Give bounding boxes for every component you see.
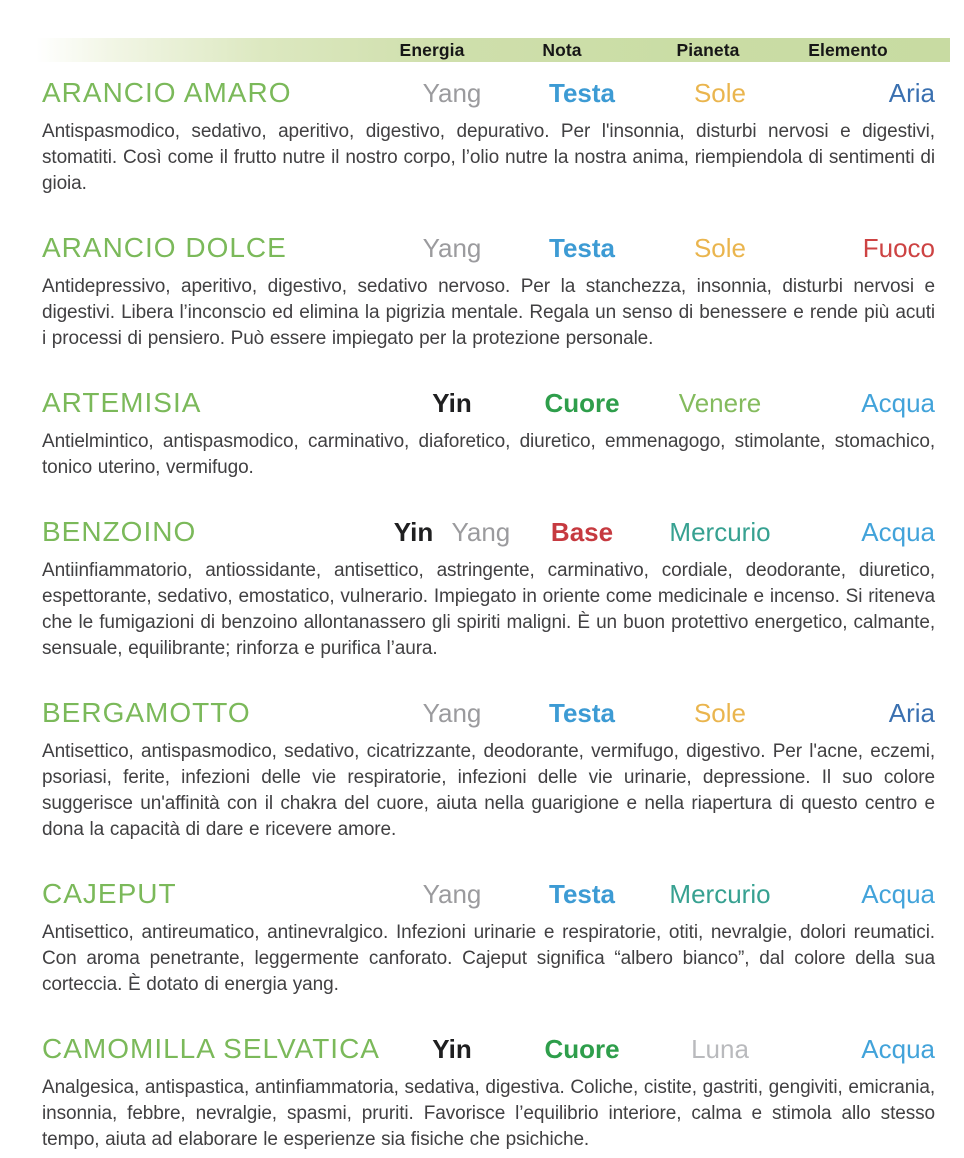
energia-token: Yin [432,1034,472,1064]
pianeta-token: Sole [693,698,747,728]
oil-name: BENZOINO [42,516,197,547]
oil-description: Antidepressivo, aperitivo, digestivo, sedativo nervoso. Per la stanchezza, insonnia, disturbi nervosi e digestivi. Libera l’inconscio ed elimina la pigrizia mentale. Regala un senso di benessere e rende più acuti i processi di pensiero. Può essere impiegato per la protezione personale. [42,276,935,349]
oil-description: Antisettico, antispasmodico, sedativo, cicatrizzante, deodorante, vermifugo, digestivo. Per l'acne, eczemi, psoriasi, ferite, infezioni delle vie respiratorie, infezioni delle vie urinarie, depressione. Il suo colore suggerisce un'affinità con il chakra del cuore, aiuta nella guarigione e nella riapertura di questo centro e dona la capacità di dare e ricevere amore. [42,741,935,840]
nota-token: Base [550,517,614,547]
oil-entry-arancio-amaro [42,76,935,197]
column-header-energia: Energia [399,40,465,60]
pianeta-token: Sole [693,233,747,263]
oil-entry-benzoino [42,515,935,662]
elemento-value [765,231,935,265]
oil-name: ARANCIO DOLCE [42,232,287,263]
oil-description: Antispasmodico, sedativo, aperitivo, digestivo, depurativo. Per l'insonnia, disturbi nervosi e digestivi, stomatiti. Così come il frutto nutre il nostro corpo, l’olio nutre la nostra anima, riempiendola di sentimenti di gioia. [42,121,935,194]
elemento-token: Acqua [861,879,935,909]
pianeta-token: Mercurio [669,879,771,909]
oil-entry-artemisia [42,386,935,481]
pianeta-token: Mercurio [669,517,771,547]
elemento-value [765,515,935,549]
elemento-value [765,696,935,730]
nota-token: Testa [549,879,615,909]
energia-token: Yang [451,517,511,547]
entry-heading [42,515,935,549]
oil-description: Antisettico, antireumatico, antinevralgico. Infezioni urinarie e respiratorie, otiti, nevralgie, dolori reumatici. Con aroma penetrante, leggermente canforato. Cajeput significa “albero bianco”, dal colore della sua corteccia. È dotato di energia yang. [42,922,935,995]
column-header-pianeta: Pianeta [676,40,740,60]
oil-name: CAJEPUT [42,878,177,909]
oil-entry-bergamotto [42,696,935,843]
entry-heading [42,877,935,911]
entry-heading [42,386,935,420]
elemento-token: Acqua [861,1034,935,1064]
elemento-value [765,877,935,911]
nota-token: Cuore [544,1034,620,1064]
pianeta-token: Luna [691,1034,749,1064]
oil-description: Antiinfiammatorio, antiossidante, antisettico, astringente, carminativo, cordiale, deodorante, diuretico, espettorante, sedativo, emostatico, vulnerario. Impiegato in oriente come medicinale e incenso. Si riteneva che le fumigazioni di benzoino allontanassero gli spiriti maligni. È un buon protettivo energetico, calmante, sensuale, equilibrante; rinforza e purifica l’aura. [42,560,935,659]
elemento-value [765,386,935,420]
oil-entry-arancio-dolce [42,231,935,352]
elemento-value [765,1032,935,1066]
nota-token: Testa [549,698,615,728]
oil-name: ARANCIO AMARO [42,77,292,108]
nota-token: Testa [549,233,615,263]
elemento-token: Fuoco [862,233,935,263]
elemento-token: Acqua [861,388,935,418]
entry-heading [42,231,935,265]
oil-name: BERGAMOTTO [42,697,251,728]
column-header-nota: Nota [542,40,582,60]
energia-token: Yang [422,78,482,108]
table-header-bar [36,38,950,62]
oil-name: ARTEMISIA [42,387,202,418]
pianeta-token: Venere [678,388,762,418]
oil-entry-camomilla-selvatica [42,1032,935,1153]
energia-token: Yang [422,233,482,263]
elemento-token: Acqua [861,517,935,547]
entry-heading [42,76,935,110]
energia-token: Yin [432,388,472,418]
energia-token: Yin [393,517,434,547]
pianeta-token: Sole [693,78,747,108]
entries-list [42,76,935,1158]
elemento-token: Aria [888,698,935,728]
energia-token: Yang [422,698,482,728]
oil-name: CAMOMILLA SELVATICA [42,1033,380,1064]
elemento-value [765,76,935,110]
oil-description: Antielmintico, antispasmodico, carminativo, diaforetico, diuretico, emmenagogo, stimolante, stomachico, tonico uterino, vermifugo. [42,431,935,478]
nota-token: Cuore [544,388,620,418]
elemento-token: Aria [888,78,935,108]
entry-heading [42,696,935,730]
energia-token: Yang [422,879,482,909]
entry-heading [42,1032,935,1066]
nota-token: Testa [549,78,615,108]
oil-entry-cajeput [42,877,935,998]
oil-description: Analgesica, antispastica, antinfiammatoria, sedativa, digestiva. Coliche, cistite, gastriti, gengiviti, emicrania, insonnia, febbre, nevralgie, spasmi, pruriti. Favorisce l’equilibrio interiore, calma e stimola allo stesso tempo, aiuta ad elaborare le esperienze sia fisiche che psichiche. [42,1077,935,1150]
column-header-elemento: Elemento [808,40,888,60]
